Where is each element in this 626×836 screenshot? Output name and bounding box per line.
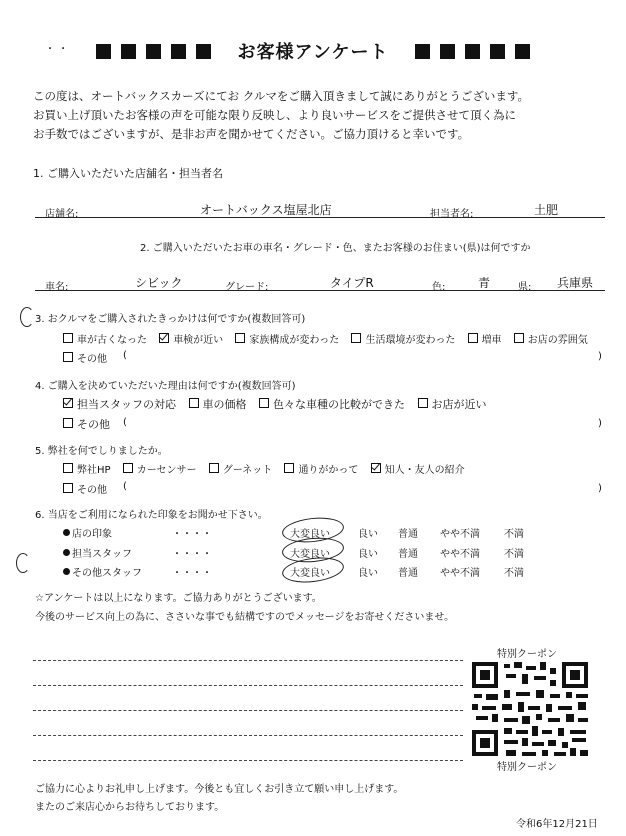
checkbox[interactable]: [123, 463, 133, 473]
checkbox[interactable]: [63, 333, 73, 343]
rating-option[interactable]: 大変良い: [290, 568, 330, 579]
q5-title: 5. 弊社を何でしりましたか。: [35, 446, 168, 457]
checkbox[interactable]: [63, 483, 73, 493]
q3-option[interactable]: 家族構成が変わった: [235, 335, 339, 346]
checkbox[interactable]: [209, 463, 219, 473]
checkbox[interactable]: [63, 463, 73, 473]
rating-option[interactable]: 大変良い: [290, 529, 330, 540]
coupon-label-bottom: 特別クーポン: [497, 762, 557, 773]
staff-value[interactable]: 土肥: [534, 203, 559, 217]
closing-line: ☆アンケートは以上になります。ご協力ありがとうございます。: [35, 593, 322, 604]
square-bullet: [490, 44, 505, 59]
square-bullet: [440, 44, 455, 59]
rating-option[interactable]: 不満: [504, 568, 524, 579]
car-label: 車名:: [45, 282, 69, 293]
paren-open: (: [123, 417, 127, 428]
checkbox[interactable]: [159, 333, 169, 343]
q5-option[interactable]: グーネット: [209, 465, 273, 476]
message-line[interactable]: [33, 735, 463, 736]
rating-option[interactable]: 普通: [398, 529, 418, 540]
underline: [35, 290, 605, 291]
thanks-line: またのご来店心からお待ちしております。: [35, 802, 225, 813]
intro-line: お手数ではございますが、是非お声を聞かせてください。ご協力頂けると幸いです。: [33, 127, 470, 141]
q2-title: 2. ご購入いただいたお車の車名・グレード・色、またお客様のお住まい(県)は何ですか: [140, 243, 531, 254]
paren-close: ): [598, 351, 602, 362]
leader-dots: ・・・・: [172, 549, 212, 560]
stray-mark: ・ ・: [45, 44, 69, 55]
q5-option[interactable]: 通りがかって: [284, 465, 358, 476]
car-value[interactable]: シビック: [135, 276, 183, 290]
checkbox[interactable]: [468, 333, 478, 343]
rating-option[interactable]: 良い: [358, 529, 378, 540]
q3-option[interactable]: 増車: [468, 335, 502, 346]
pref-value[interactable]: 兵庫県: [557, 276, 594, 290]
store-label: 店舗名:: [45, 209, 79, 220]
rating-option[interactable]: 大変良い: [290, 549, 330, 560]
closing-line: 今後のサービス向上の為に、ささいな事でも結構ですのでメッセージをお寄せくださいませ。: [35, 612, 455, 623]
square-bullet: [196, 44, 211, 59]
q5-options: [63, 461, 465, 476]
rating-row-label: 担当スタッフ: [63, 545, 132, 560]
q4-title: 4. ご購入を決めていただいた理由は何ですか(複数回答可): [35, 381, 296, 392]
rating-option[interactable]: やや不満: [440, 549, 480, 560]
store-value[interactable]: オートバックス塩屋北店: [200, 203, 332, 217]
coupon-label-top: 特別クーポン: [497, 649, 557, 660]
rating-row-label: 店の印象: [63, 525, 112, 540]
thanks-line: ご協力に心よりお礼申し上げます。今後とも宜しくお引き立て願い申し上げます。: [35, 784, 404, 795]
checkbox[interactable]: [351, 333, 361, 343]
leader-dots: ・・・・: [172, 529, 212, 540]
page-title-row: [0, 38, 626, 64]
checkbox[interactable]: [284, 463, 294, 473]
intro-line: お買い上げ頂いたお客様の声を可能な限り反映し、より良いサービスをご提供させて頂く為に: [33, 108, 516, 122]
checkbox[interactable]: [189, 398, 199, 408]
intro-line: この度は、オートバックスカーズにてお クルマをご購入頂きまして誠にありがとうございます。: [33, 89, 529, 103]
q6-title: 6. 当店をご利用になられた印象をお聞かせ下さい。: [35, 510, 268, 521]
square-bullet: [121, 44, 136, 59]
q4-other[interactable]: その他: [63, 416, 110, 432]
q5-other[interactable]: その他: [63, 481, 107, 496]
message-line[interactable]: [33, 760, 463, 761]
q4-option[interactable]: 担当スタッフの対応: [63, 398, 176, 411]
checkbox[interactable]: [514, 333, 524, 343]
square-bullet: [171, 44, 186, 59]
q5-option[interactable]: カーセンサー: [123, 465, 197, 476]
message-line[interactable]: [33, 685, 463, 686]
rating-option[interactable]: 普通: [398, 549, 418, 560]
q3-option[interactable]: 生活環境が変わった: [351, 335, 455, 346]
message-line[interactable]: [33, 710, 463, 711]
staff-label: 担当者名:: [430, 209, 474, 220]
q4-option[interactable]: 車の価格: [189, 398, 247, 411]
rating-option[interactable]: 良い: [358, 549, 378, 560]
q4-option[interactable]: お店が近い: [418, 398, 487, 411]
q1-title: 1. ご購入いただいた店舗名・担当者名: [33, 167, 223, 180]
checkbox[interactable]: [63, 418, 73, 428]
rating-option[interactable]: やや不満: [440, 529, 480, 540]
leader-dots: ・・・・: [172, 568, 212, 579]
date: 令和6年12月21日: [516, 819, 598, 830]
checkbox[interactable]: [371, 463, 381, 473]
rating-option[interactable]: 良い: [358, 568, 378, 579]
q3-option[interactable]: お店の雰囲気: [514, 335, 588, 346]
rating-row-label: その他スタッフ: [63, 564, 142, 579]
square-bullet: [146, 44, 161, 59]
paren-close: ): [598, 418, 602, 429]
checkbox[interactable]: [259, 398, 269, 408]
bullet-icon: [63, 568, 70, 575]
page-title: お客様アンケート: [237, 42, 389, 63]
q3-option[interactable]: 車検が近い: [159, 335, 223, 346]
q5-option[interactable]: 知人・友人の紹介: [371, 465, 465, 476]
q4-option[interactable]: 色々な車種の比較ができた: [259, 398, 405, 411]
message-line[interactable]: [33, 660, 463, 661]
grade-value[interactable]: タイプR: [330, 276, 374, 290]
checkbox[interactable]: [63, 352, 73, 362]
q3-title: 3. おクルマをご購入されたきっかけは何ですか(複数回答可): [35, 314, 306, 325]
paren-close: ): [598, 483, 602, 494]
bullet-icon: [63, 549, 70, 556]
qr-code-icon[interactable]: [470, 660, 590, 758]
paren-open: (: [123, 350, 127, 361]
color-value[interactable]: 青: [478, 276, 491, 290]
square-bullet: [415, 44, 430, 59]
grade-label: グレード:: [225, 282, 269, 293]
square-bullet: [515, 44, 530, 59]
rating-option[interactable]: 普通: [398, 568, 418, 579]
pref-label: 県:: [518, 282, 532, 293]
checkbox[interactable]: [63, 398, 73, 408]
pencil-mark: [16, 553, 30, 573]
underline: [35, 217, 605, 218]
rating-option[interactable]: やや不満: [440, 568, 480, 579]
pencil-mark: [20, 307, 34, 327]
checkbox[interactable]: [418, 398, 428, 408]
q3-option[interactable]: 車が古くなった: [63, 335, 147, 346]
rating-option[interactable]: 不満: [504, 549, 524, 560]
paren-open: (: [123, 481, 127, 492]
q3-options: [63, 331, 588, 346]
q3-other[interactable]: その他: [63, 350, 107, 365]
square-bullet: [96, 44, 111, 59]
bullet-icon: [63, 529, 70, 536]
q5-option[interactable]: 弊社HP: [63, 465, 111, 476]
square-bullet: [465, 44, 480, 59]
q4-options: [63, 396, 487, 412]
checkbox[interactable]: [235, 333, 245, 343]
rating-option[interactable]: 不満: [504, 529, 524, 540]
color-label: 色:: [432, 282, 446, 293]
